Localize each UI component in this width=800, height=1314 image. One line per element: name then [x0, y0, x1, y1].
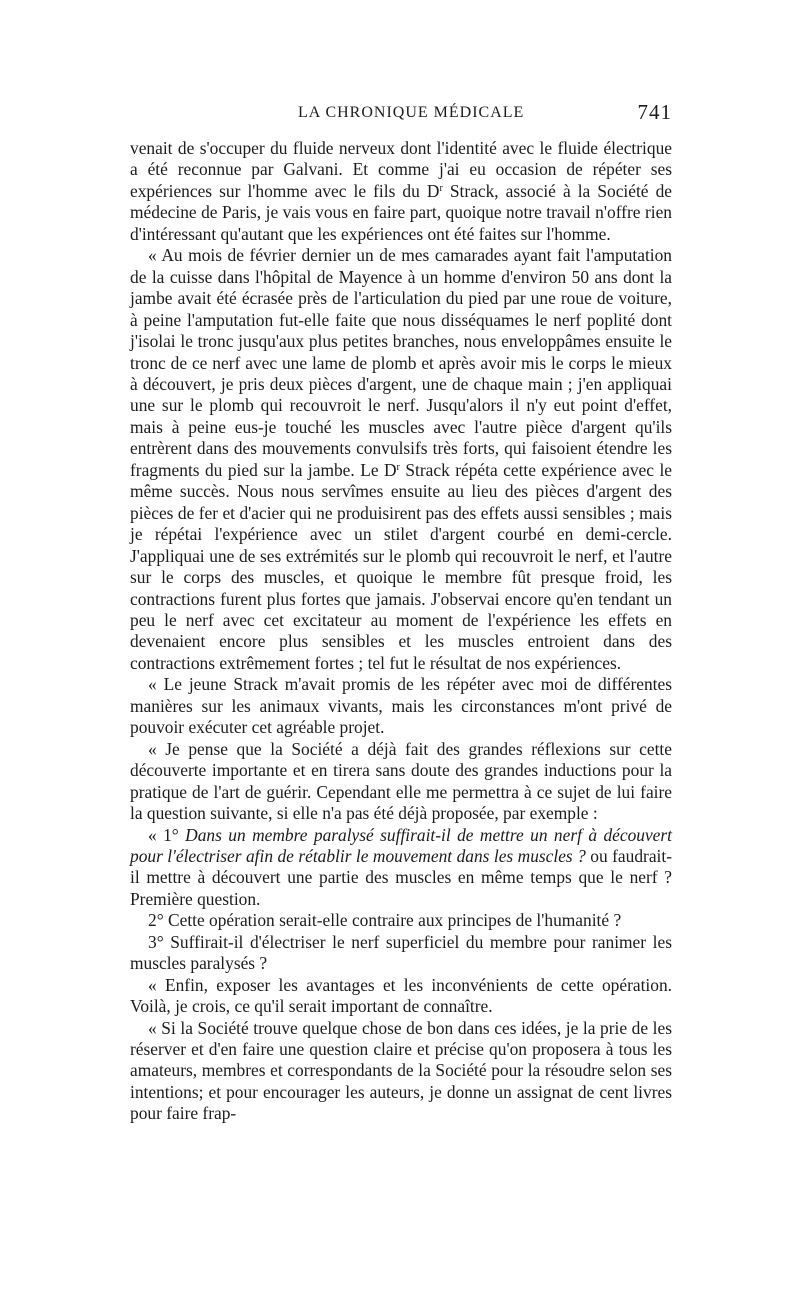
- body-text: [130, 138, 672, 1125]
- paragraph-enfin: « Enfin, exposer les avantages et les inconvénients de cette opération. Voilà, je crois, ce qu'il serait important de connaître.: [130, 974, 672, 1017]
- paragraph-amputation-text-b: Strack répéta cette expérience avec le même succès. Nous nous servîmes ensuite au lieu des pièces d'argent des pièces de fer et d'acier qui ne produisirent pas des effets aussi sensibles ; mais je répétai l'expérience avec un stilet d'argent courbé en demi-cercle. J'appliquai une de ses extrémités sur le plomb qui recouvroit le nerf, et l'autre sur le corps des muscles, et quoique le membre fût presque froid, les contractions furent plus fortes que jamais. J'observai encore qu'en tendant un peu le nerf avec cet excitateur au moment de l'expérience les effets en devenaient encore plus sensibles et les muscles entroient dans des contractions extrêmement fortes ; tel fut le résultat de nos expériences.: [130, 459, 672, 673]
- paragraph-intro-text: venait de s'occuper du fluide nerveux dont l'identité avec le fluide électrique a été reconnue par Galvani. Et comme j'ai eu occasion de répéter ses expériences sur l'homme avec le fils du D: [130, 138, 672, 201]
- question-2: 2° Cette opération serait-elle contraire aux principes de l'humanité ?: [148, 910, 622, 931]
- question-1: [130, 825, 672, 911]
- page-number: 741: [637, 100, 672, 124]
- paragraph-societe: « Je pense que la Société a déjà fait des grandes réflexions sur cette découverte importante et en tirera sans doute des grandes inductions pour la pratique de l'art de guérir. Cependant elle me permettra à ce sujet de lui faire la question suivante, si elle n'a pas été déjà proposée, par exemple :: [130, 738, 672, 824]
- question-1-rest: ou faudrait-il mettre à découvert une partie des muscles en même temps que le nerf ? Première question.: [130, 845, 672, 909]
- paragraph-conclusion: « Si la Société trouve quelque chose de bon dans ces idées, je la prie de les réserver et d'en faire une question claire et précise qu'on proposera à tous les amateurs, membres et correspondants de la Société pour la résoudre selon ses intentions; et pour encourager les auteurs, je donne un assignat de cent livres pour faire frap-: [130, 1017, 672, 1124]
- question-1-italic: Dans un membre paralysé suffirait-il de mettre un nerf à découvert pour l'électriser afin de rétablir le mouvement dans les muscles ?: [130, 824, 673, 866]
- doctor-abbrev-sup: r: [396, 461, 400, 473]
- question-1-prefix: « 1°: [148, 824, 186, 845]
- question-3: 3° Suffirait-il d'électriser le nerf superficiel du membre pour ranimer les muscles paralysés ?: [130, 931, 672, 974]
- running-title: LA CHRONIQUE MÉDICALE: [298, 104, 525, 121]
- paragraph-intro: [130, 138, 672, 245]
- paragraph-strack: « Le jeune Strack m'avait promis de les répéter avec moi de différentes manières sur les animaux vivants, mais les circonstances m'ont privé de pouvoir exécuter cet agréable projet.: [130, 674, 672, 738]
- paragraph-amputation: [130, 245, 672, 674]
- doctor-abbrev-sup: r: [439, 182, 443, 194]
- paragraph-amputation-text-a: « Au mois de février dernier un de mes camarades ayant fait l'amputation de la cuisse dans l'hôpital de Mayence à un homme d'environ 50 ans dont la jambe avait été écrasée près de l'articulation du pied par une roue de voiture, à peine l'amputation fut-elle faite que nous disséquames le nerf poplité dont j'isolai le tronc jusqu'aux plus petites branches, nous enveloppâmes ensuite le tronc de ce nerf avec une lame de plomb et après avoir mis le corps le mieux à découvert, je pris deux pièces d'argent, une de chaque main ; j'en appliquai une sur le plomb qui recouvroit le nerf. Jusqu'alors il n'y eut point d'effet, mais à peine eus-je touché les muscles avec l'autre pièce d'argent qu'ils entrèrent dans des mouvements convulsifs très forts, qui faisoient étendre les fragments du pied sur la jambe. Le D: [130, 245, 672, 480]
- page-header: [130, 100, 672, 128]
- paragraph-intro-text-cont: Strack, associé à la Société de médecine de Paris, je vais vous en faire part, quoique notre travail n'offre rien d'intéressant qu'autant que les expériences ont été faites sur l'homme.: [130, 180, 672, 244]
